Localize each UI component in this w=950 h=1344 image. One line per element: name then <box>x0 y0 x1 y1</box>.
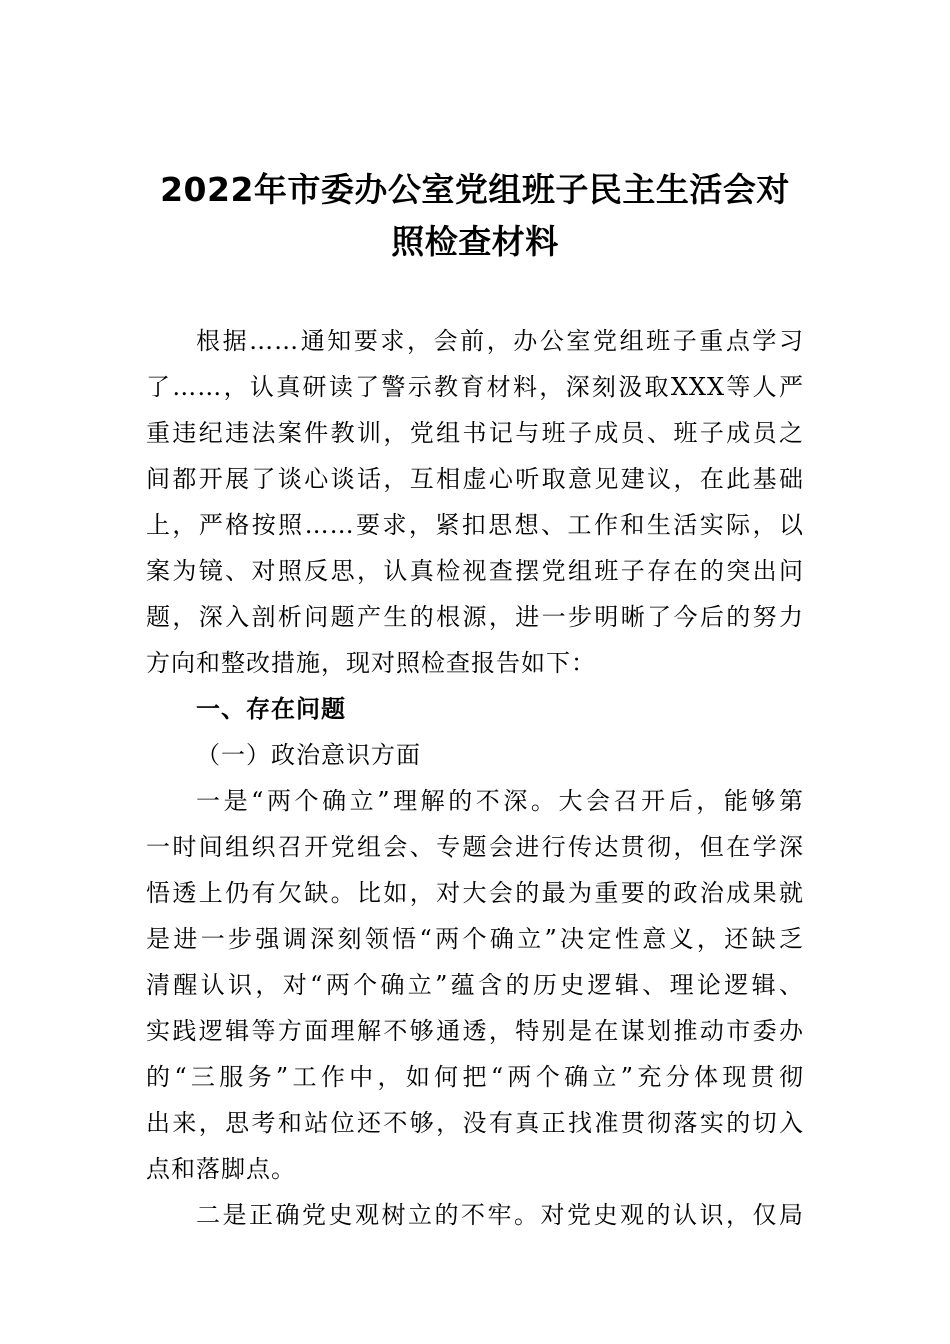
paragraph-line: 是进一步强调深刻领悟“两个确立”决定性意义，还缺乏 <box>146 925 804 953</box>
paragraph-line: 实践逻辑等方面理解不够通透，特别是在谋划推动市委办 <box>146 1017 804 1045</box>
paragraph-line: 根据……通知要求，会前，办公室党组班子重点学习 <box>196 327 804 355</box>
paragraph-line: 上，严格按照……要求，紧扣思想、工作和生活实际，以 <box>146 511 804 539</box>
paragraph-line: 一时间组织召开党组会、专题会进行传达贯彻，但在学深 <box>146 833 804 861</box>
paragraph-line: 清醒认识，对“两个确立”蕴含的历史逻辑、理论逻辑、 <box>146 971 804 999</box>
subsection-heading: （一）政治意识方面 <box>196 741 421 769</box>
paragraph-line: 重违纪违法案件教训，党组书记与班子成员、班子成员之 <box>146 419 804 447</box>
paragraph-line: 的“三服务”工作中，如何把“两个确立”充分体现贯彻 <box>146 1063 804 1091</box>
paragraph-line: 一是“两个确立”理解的不深。大会召开后，能够第 <box>196 787 804 815</box>
paragraph-line: 案为镜、对照反思，认真检视查摆党组班子存在的突出问 <box>146 557 804 585</box>
paragraph-line: 二是正确党史观树立的不牢。对党史观的认识，仅局 <box>196 1201 804 1229</box>
paragraph-line: 点和落脚点。 <box>146 1155 296 1183</box>
paragraph-line: 悟透上仍有欠缺。比如，对大会的最为重要的政治成果就 <box>146 879 804 907</box>
paragraph-line: 间都开展了谈心谈话，互相虚心听取意见建议，在此基础 <box>146 465 804 493</box>
document-body <box>146 318 804 1238</box>
paragraph-line: 出来，思考和站位还不够，没有真正找准贯彻落实的切入 <box>146 1109 804 1137</box>
paragraph-line: 方向和整改措施，现对照检查报告如下： <box>146 649 596 677</box>
paragraph-line: 题，深入剖析问题产生的根源，进一步明晰了今后的努力 <box>146 603 804 631</box>
paragraph-line: 了……，认真研读了警示教育材料，深刻汲取XXX等人严 <box>146 373 804 401</box>
title-line: 2022年市委办公室党组班子民主生活会对 <box>160 170 790 209</box>
title-line: 照检查材料 <box>391 222 559 261</box>
document-title <box>140 164 810 268</box>
section-heading: 一、存在问题 <box>196 695 346 723</box>
